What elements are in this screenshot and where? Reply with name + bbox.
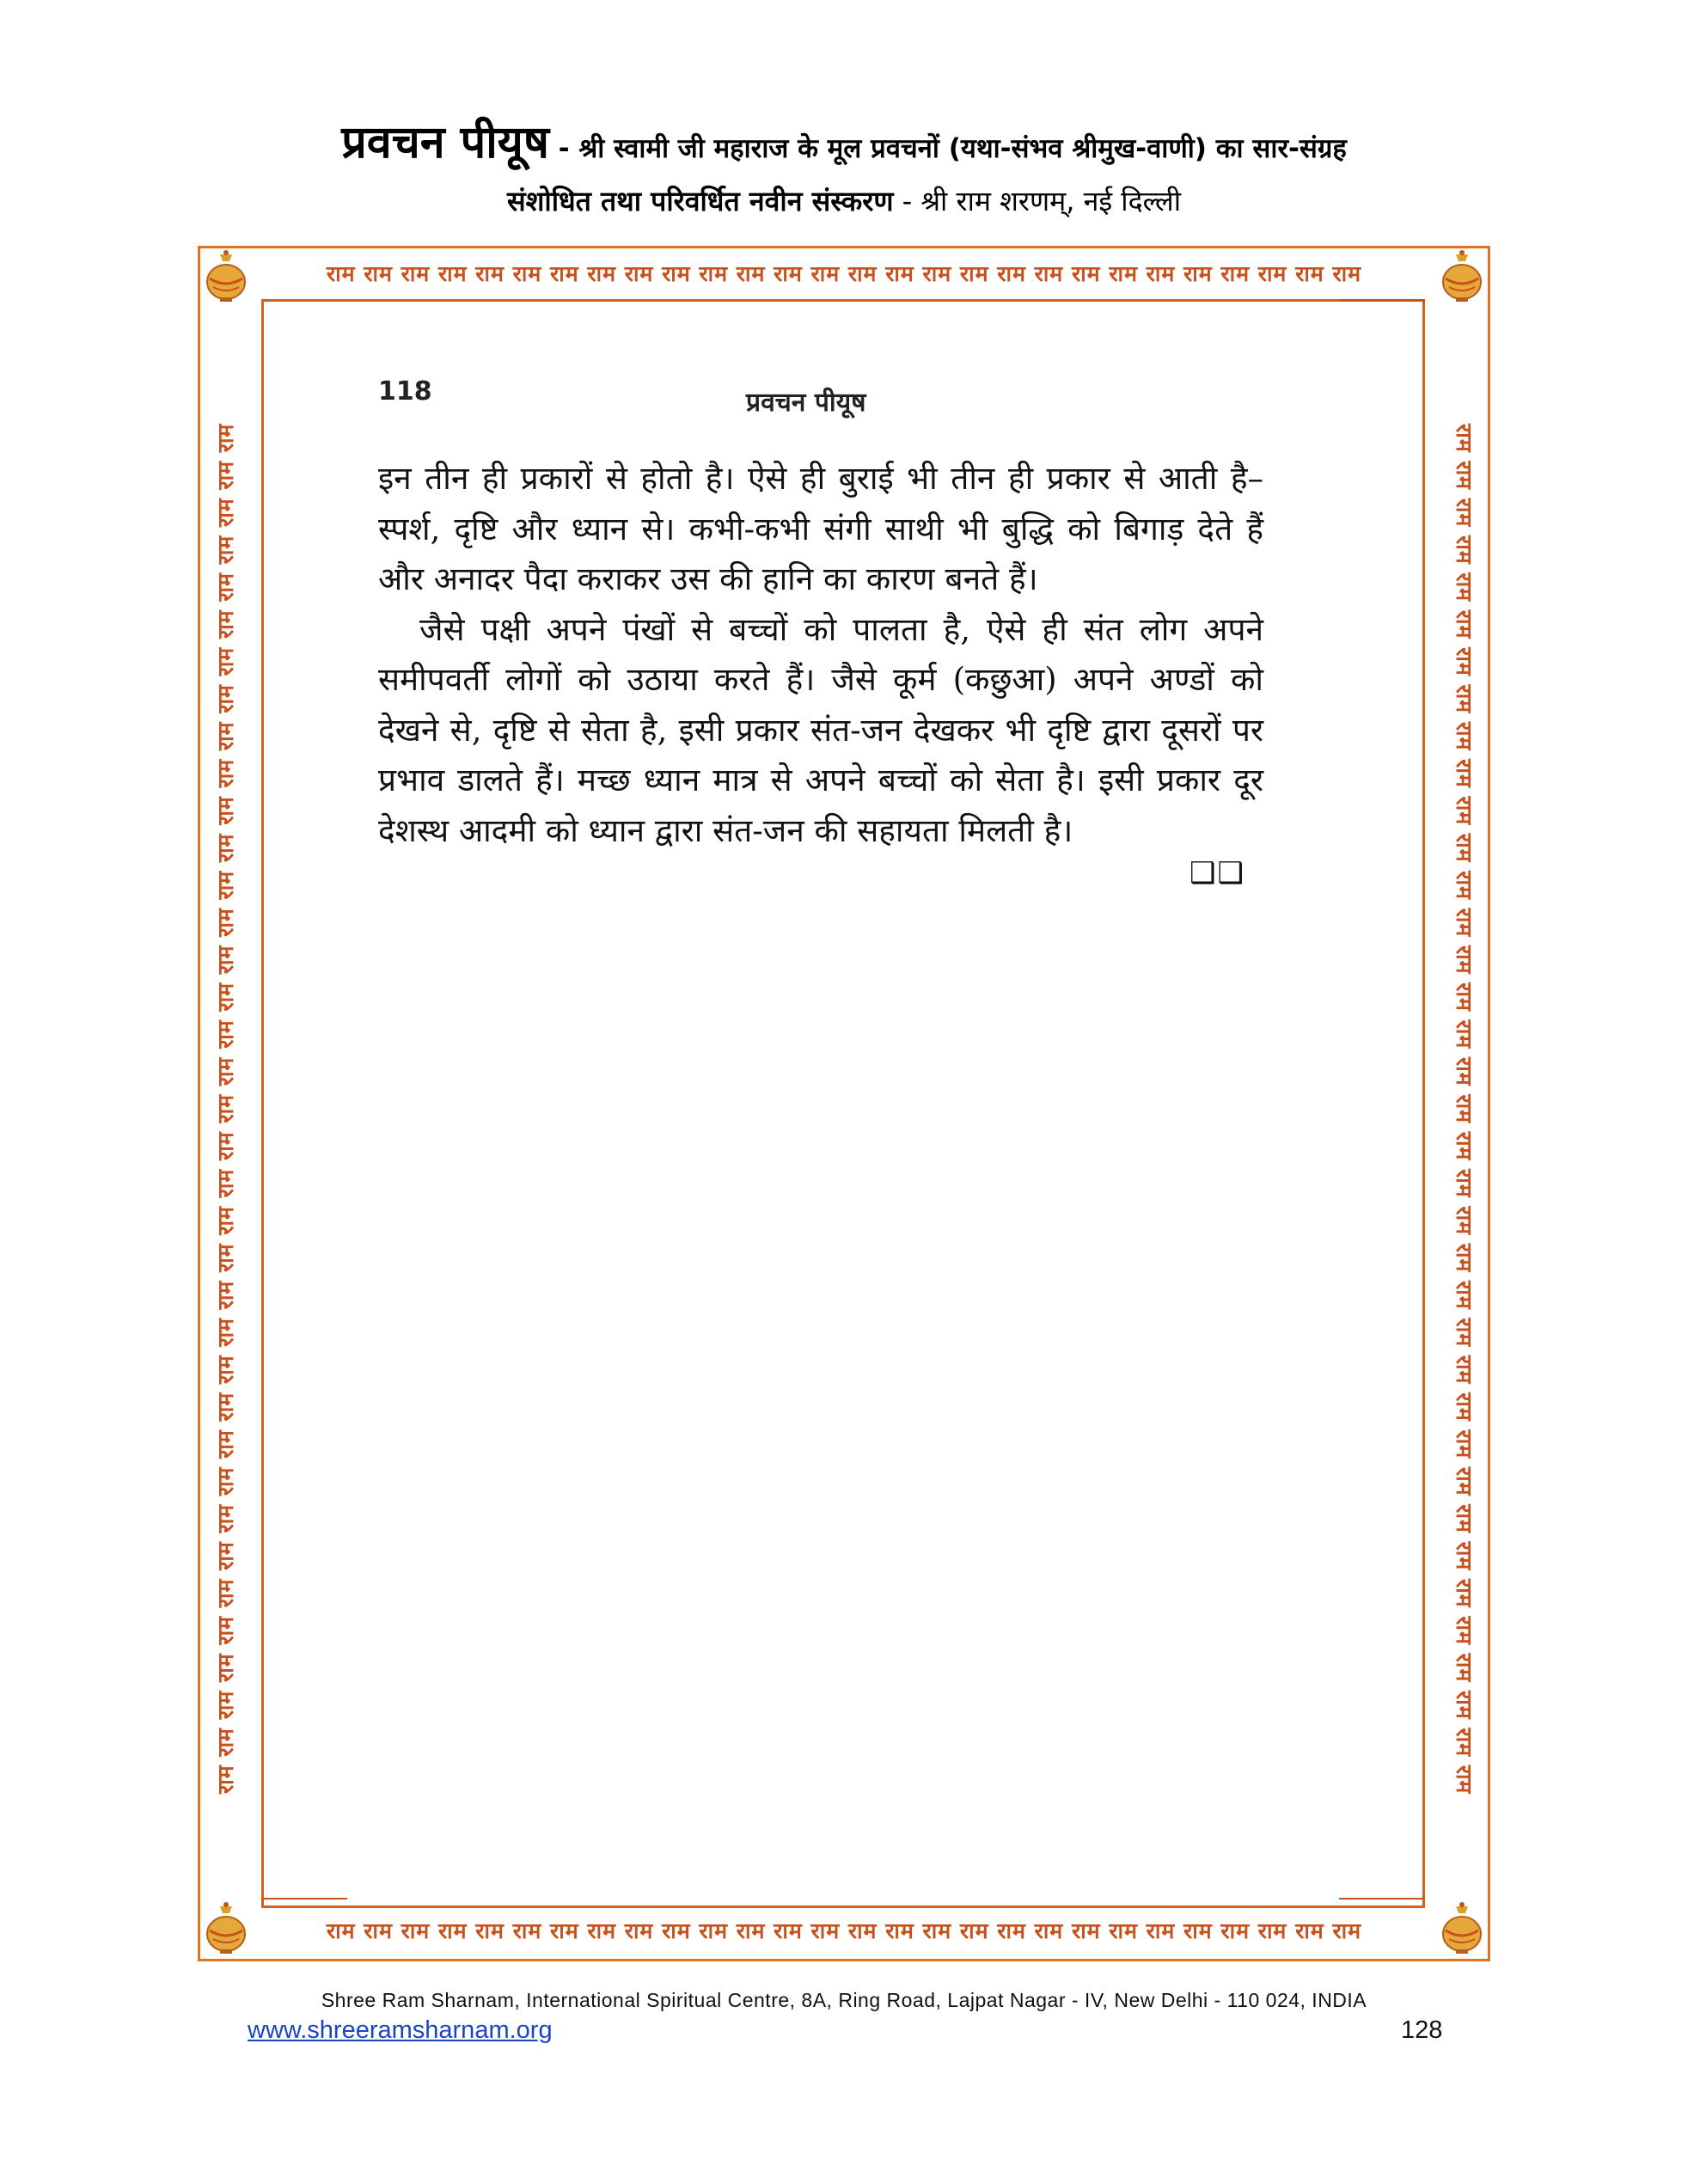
body-text bbox=[378, 454, 1263, 856]
ram-border-bottom: राम राम राम राम राम राम राम राम राम राम राम राम राम राम राम राम राम राम राम राम राम राम राम राम राम राम राम राम bbox=[326, 1918, 1362, 1943]
kalash-icon bbox=[1437, 249, 1487, 303]
kalash-icon bbox=[201, 1901, 251, 1955]
book-page-number: 118 bbox=[378, 376, 432, 407]
website-link[interactable]: www.shreeramsharnam.org bbox=[248, 2016, 553, 2044]
book-subtitle: - श्री स्वामी जी महाराज के मूल प्रवचनों (यथा-संभव श्रीमुख-वाणी) का सार-संग्रह bbox=[548, 133, 1347, 164]
kalash-icon bbox=[201, 249, 251, 303]
kalash-icon bbox=[1437, 1901, 1487, 1955]
pdf-page-number: 128 bbox=[1401, 2016, 1443, 2044]
end-mark: ❑❑ bbox=[1190, 856, 1245, 890]
divider-line bbox=[261, 1898, 347, 1900]
paragraph: इन तीन ही प्रकारों से होतो है। ऐसे ही बुराई भी तीन ही प्रकार से आती है– स्पर्श, दृष्टि और ध्यान से। कभी-कभी संगी साथी भी बुद्धि को बिगाड़ देते हैं और अनादर पैदा कराकर उस की हानि का कारण बनते हैं। bbox=[378, 460, 1263, 597]
book-title: प्रवचन पीयूष bbox=[341, 117, 549, 168]
ram-border-top: राम राम राम राम राम राम राम राम राम राम राम राम राम राम राम राम राम राम राम राम राम राम राम राम राम राम राम राम bbox=[326, 261, 1362, 286]
document-header-edition bbox=[0, 182, 1688, 219]
paragraph: जैसे पक्षी अपने पंखों से बच्चों को पालता है, ऐसे ही संत लोग अपने समीपवर्ती लोगों को उठाया करते हैं। जैसे कूर्म (कछुआ) अपने अण्डों को देखने से, दृष्टि से सेता है, इसी प्रकार संत-जन देखकर भी दृष्टि द्वारा दूसरों पर प्रभाव डालते हैं। मच्छ ध्यान मात्र से अपने बच्चों को सेता है। इसी प्रकार दूर देशस्थ आदमी को ध्यान द्वारा संत-जन की सहायता मिलती है। bbox=[378, 610, 1263, 849]
edition-label: संशोधित तथा परिवर्धित नवीन संस्करण bbox=[507, 185, 894, 217]
document-header-title bbox=[0, 110, 1688, 171]
divider-line bbox=[1339, 299, 1425, 301]
footer-address: Shree Ram Sharnam, International Spiritual Centre, 8A, Ring Road, Lajpat Nagar - IV, New Delhi - 110 024, INDIA bbox=[321, 1989, 1367, 2011]
edition-publisher: - श्री राम शरणम्, नई दिल्ली bbox=[893, 185, 1181, 217]
ram-border-left: राम राम राम राम राम राम राम राम राम राम राम राम राम राम राम राम राम राम राम राम राम राम राम राम राम राम राम राम राम राम राम राम राम राम राम राम राम bbox=[213, 423, 238, 1795]
divider-line bbox=[1339, 1898, 1425, 1900]
running-head: प्रवचन पीयूष bbox=[746, 388, 866, 418]
ram-border-right: राम राम राम राम राम राम राम राम राम राम राम राम राम राम राम राम राम राम राम राम राम राम राम राम राम राम राम राम राम राम राम राम राम राम राम राम राम bbox=[1452, 423, 1477, 1795]
